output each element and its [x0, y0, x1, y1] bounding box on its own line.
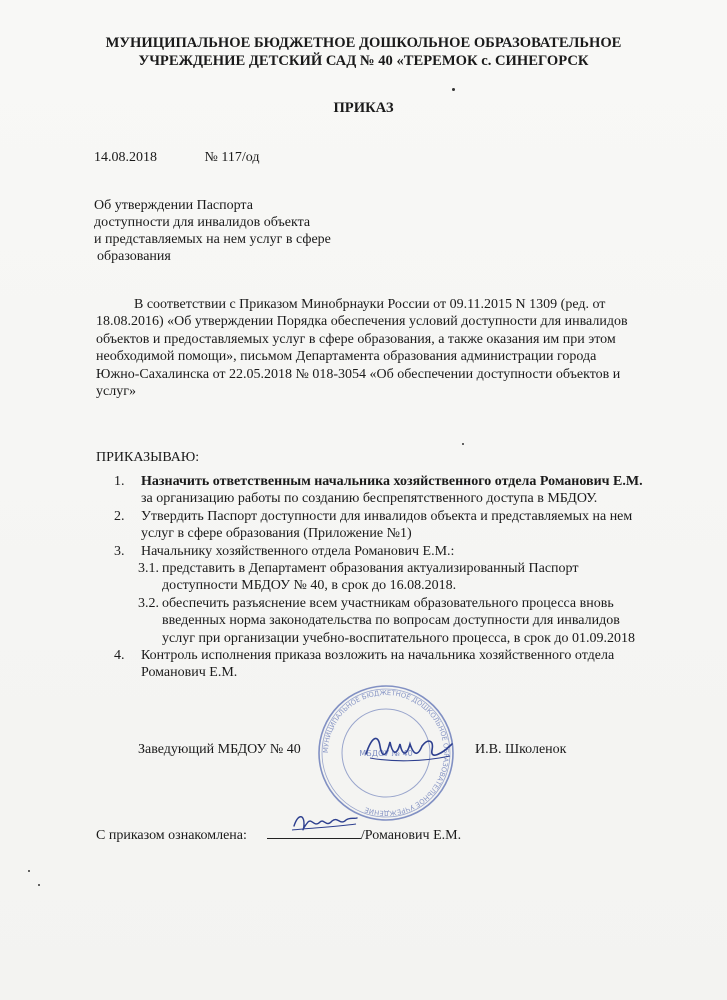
item-number: 2.	[114, 508, 125, 524]
order-item-3	[96, 543, 651, 560]
scan-speck	[38, 884, 40, 886]
subject-line: Об утверждении Паспорта	[94, 198, 253, 213]
order-subject	[94, 197, 331, 265]
item-text: Начальнику хозяйственного отдела Романович Е.М.:	[141, 543, 455, 559]
scan-speck	[28, 870, 30, 872]
subitem-text: представить в Департамент образования актуализированный Паспорт доступности МБДОУ № 40, в срок до 16.08.2018.	[162, 561, 579, 594]
subitem-number: 3.2.	[138, 595, 159, 611]
item-number: 4.	[114, 648, 125, 664]
order-item-4	[96, 647, 651, 682]
order-item-2	[96, 508, 651, 543]
item-number: 1.	[114, 474, 125, 489]
item-bold-text: Назначить ответственным начальника хозяйственного отдела Романович Е.М.	[141, 474, 643, 489]
subject-line: доступности для инвалидов объекта	[94, 215, 311, 230]
item-text: Утвердить Паспорт доступности для инвалидов объекта и представляемых на нем услуг в сфере образования (Приложение №1)	[141, 508, 633, 542]
order-items-list	[96, 473, 651, 682]
acknowledgement-name: /Романович Е.М.	[360, 828, 462, 843]
order-subitem-3-1	[96, 560, 651, 595]
item-number: 3.	[114, 543, 125, 559]
document-title: ПРИКАЗ	[333, 100, 394, 116]
signatory-name: И.В. Школенок	[475, 742, 567, 757]
order-subitem-3-2	[96, 595, 651, 647]
stamp-center-text: МБДОУ № 40	[359, 749, 413, 758]
preamble-paragraph: В соответствии с Приказом Минобрнауки России от 09.11.2015 N 1309 (ред. от 18.08.2016) «Об утверждении Порядка обеспечения условий доступности для инвалидов объектов и предоставляемых услуг в сфере образования, а также оказания им при этом необходимой помощи», письмом Департамента образования администрации города Южно-Сахалинска от 22.05.2018 № 018-3054 «Об обеспечении доступности объектов и услуг»	[96, 297, 628, 400]
subitem-number: 3.1.	[138, 561, 159, 577]
prikazyvayu-heading: ПРИКАЗЫВАЮ:	[96, 450, 200, 465]
item-text: за организацию работы по созданию беспрепятственного доступа в МБДОУ.	[141, 491, 598, 507]
header-line-2: УЧРЕЖДЕНИЕ ДЕТСКИЙ САД № 40 «ТЕРЕМОК с. СИНЕГОРСК	[138, 53, 589, 69]
order-number: № 117/од	[204, 150, 260, 165]
subject-line: образования	[97, 249, 171, 264]
signatory-position: Заведующий МБДОУ № 40	[138, 742, 301, 757]
subject-line: и представляемых на нем услуг в сфере	[94, 232, 331, 247]
signature-line	[267, 826, 361, 839]
order-item-1	[96, 473, 651, 508]
order-date-number	[94, 150, 259, 166]
organization-header	[60, 34, 667, 70]
scan-speck	[462, 443, 464, 445]
signature-row	[138, 742, 578, 758]
acknowledgement-row	[96, 826, 461, 844]
stamp-ring-text: МУНИЦИПАЛЬНОЕ БЮДЖЕТНОЕ ДОШКОЛЬНОЕ ОБРАЗОВАТЕЛЬНОЕ УЧРЕЖДЕНИЕ	[321, 688, 451, 818]
header-line-1: МУНИЦИПАЛЬНОЕ БЮДЖЕТНОЕ ДОШКОЛЬНОЕ ОБРАЗОВАТЕЛЬНОЕ	[105, 35, 622, 51]
item-text: Контроль исполнения приказа возложить на начальника хозяйственного отдела Романович Е.М.	[141, 648, 615, 681]
subitem-text: обеспечить разъяснение всем участникам образовательного процесса вновь введенных норма законодательства по вопросам доступности для инвалидов услуг при организации учебно-воспитательного процесса, в срок до 01.09.2018	[162, 595, 636, 646]
acknowledgement-label: С приказом ознакомлена:	[96, 828, 247, 843]
scan-speck	[452, 88, 455, 91]
order-date: 14.08.2018	[94, 150, 157, 165]
